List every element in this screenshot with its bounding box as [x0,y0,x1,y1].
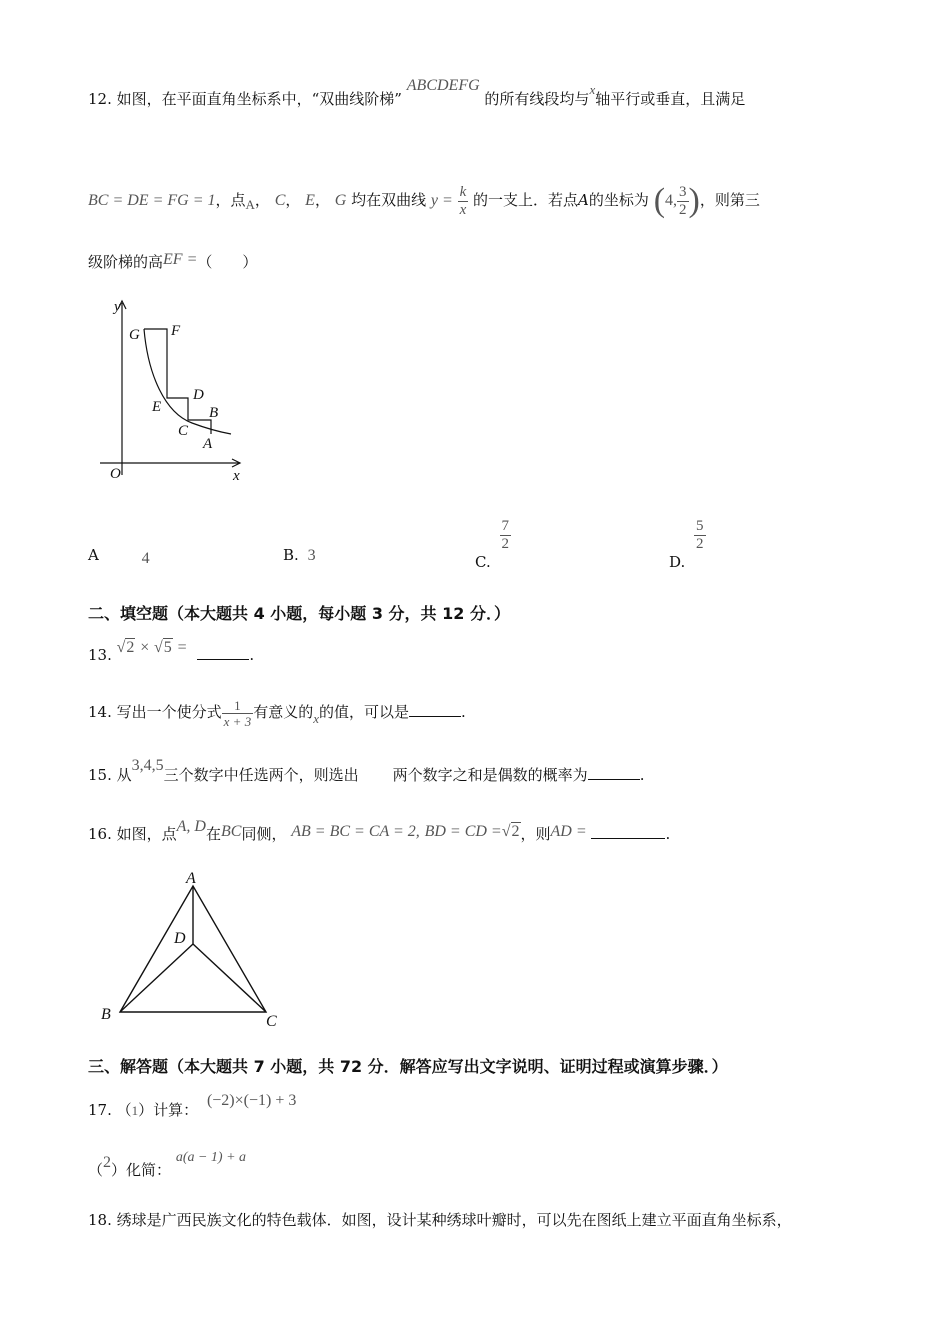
q13-answer-blank[interactable] [197,645,249,660]
q17-paren: （ [116,1101,132,1119]
q14-period: . [461,703,466,721]
q16-math-BC: BC [221,823,242,840]
q14-text: 有意义的 [253,703,314,721]
q15-period: . [639,766,645,784]
option-d-label: D. [669,552,686,571]
q12-math-EF: EF = [163,251,198,268]
label-A: A [203,436,213,452]
q13-rad1: 2 [126,639,135,656]
q12-option-a[interactable] [88,545,150,566]
q13-number: 13. [88,646,112,664]
q12-coord-num: 3 [679,183,687,200]
q12-math-eq: BC = DE = FG = 1 [88,192,216,209]
option-c-den: 2 [501,536,509,552]
q14-text: 写出一个使分式 [116,703,222,721]
q14-fraction [222,698,254,729]
q12-option-d[interactable] [669,518,706,571]
q12-number: 12. [88,90,112,108]
q13-times: × [140,639,150,656]
option-c-label: C. [475,552,491,571]
q12-comma: ， [314,191,330,209]
q16-period: . [665,825,671,843]
q16-text: 在 [205,825,221,843]
option-a-label: A [88,546,99,564]
label-D: D [193,387,204,403]
q12-coord-fraction [677,184,689,219]
q13-line [88,639,255,666]
label-F: F [171,323,181,339]
q18-number: 18. [88,1211,112,1229]
q16-math-eq1: AB = BC = CA = 2, [291,823,420,840]
q12-paren-open: ( [653,182,666,219]
q17-part2-number: 2 [103,1154,112,1171]
label-O: O [110,466,121,482]
label-B: B [101,1006,111,1023]
q16-text: 如图，点 [116,825,177,843]
q13-sqrt-sign: √ [116,639,126,656]
q16-triangle-figure [96,866,286,1030]
q16-math-eq2: BD = CD = [424,823,502,840]
label-x: x [233,468,240,484]
q12-text: ，点 [215,191,246,209]
q17-part1-number: 1 [131,1103,139,1118]
q15-math-nums: 3,4,5 [131,757,164,774]
q16-line [88,818,671,845]
q14-frac-num: 1 [234,697,241,713]
q15-text: 两个数字之和是偶数的概率为 [392,766,588,784]
q13-radicand-1 [125,638,135,658]
q13-period: . [249,646,255,664]
q14-answer-blank[interactable] [409,702,461,717]
q12-frac-den: x [459,201,467,218]
q12-answer-paren: （ ） [197,253,258,271]
q12-math-E: E [305,192,315,209]
q17-part1-text: ）计算： [138,1101,199,1119]
label-C: C [266,1013,277,1030]
segment-cd [193,944,266,1012]
q12-text: 如图，在平面直角坐标系中，“双曲线阶梯” [116,90,402,108]
q12-math-steps: ABCDEFG [406,77,480,94]
q16-rad: 2 [511,823,520,840]
q12-text: 轴平行或垂直，且满足 [595,90,746,108]
q18-line [88,1210,792,1230]
option-d-fraction [694,518,706,553]
q12-math-x: x [589,82,596,97]
label-C: C [178,423,189,439]
option-b-value: 3 [307,547,316,564]
q16-text: 同侧， [241,825,287,843]
q13-radicand-2 [163,638,173,658]
label-A: A [186,870,196,887]
section-3-title: 三、解答题（本大题共 7 小题，共 72 分．解答应写出文字说明、证明过程或演算步骤．） [88,1057,728,1076]
q16-answer-blank[interactable] [591,824,665,839]
q15-line [88,757,645,786]
q14-line [88,692,466,732]
q12-fraction-k-over-x [458,184,469,219]
q16-math-AD2: AD = [550,823,587,840]
option-a-value: 4 [141,550,150,567]
q17-number: 17. [88,1101,112,1119]
q17-part2 [88,1150,246,1190]
q12-figure [90,295,250,490]
q12-option-c[interactable] [475,518,511,571]
q12-text: 均在双曲线 [351,191,427,209]
q14-math-x: x [313,711,319,726]
q13-sqrt-sign-2: √ [154,639,163,656]
q12-math-G: G [334,192,347,209]
option-b-label: B. [283,546,299,564]
q12-line3 [88,252,257,273]
label-E: E [152,399,162,415]
label-G: G [129,327,140,343]
q17-part1 [88,1092,297,1121]
q12-text: 的坐标为 [588,191,649,209]
q17-part2-text: ）化简： [111,1161,172,1179]
q15-answer-blank[interactable] [588,765,640,780]
q12-math-A2: A [578,191,589,209]
q17-expr2: a(a − 1) + a [175,1150,247,1165]
staircase-path [144,329,211,434]
q14-frac-den: x + 3 [223,713,252,729]
q12-line2 [88,180,760,220]
q12-paren-close: ) [688,182,700,219]
q17-expr1: (−2)×(−1) + 3 [206,1092,297,1109]
q12-math-C: C [274,192,286,209]
section-2-title: 二、填空题（本大题共 4 小题，每小题 3 分，共 12 分．） [88,604,510,623]
q16-sqrt-sign: √ [501,823,511,840]
q14-number: 14. [88,703,112,721]
q15-text: 三个数字中任选两个，则选出 [163,766,359,784]
q12-frac-num: k [459,183,467,200]
q15-text: 从 [116,766,132,784]
q17-paren: （ [88,1161,104,1179]
q12-text: 的一支上．若点 [473,191,579,209]
label-y: y [114,299,121,315]
q12-text: 的所有线段均与 [484,90,590,108]
q14-text: 的值，可以是 [319,703,410,721]
q12-comma: ， [254,191,270,209]
q16-number: 16. [88,825,112,843]
q12-coord-x: 4, [665,192,678,209]
q13-rad2: 5 [163,639,172,656]
q12-math-y: y = [430,192,453,209]
label-D: D [174,930,186,947]
option-c-num: 7 [501,518,509,534]
q12-option-b[interactable] [283,545,316,566]
q16-radicand [511,822,521,842]
q13-equals: = [177,639,187,656]
q16-text: ，则 [520,825,551,843]
option-c-fraction [500,518,512,553]
label-B: B [209,405,219,421]
q18-text: 绣球是广西民族文化的特色载体．如图，设计某种绣球叶瓣时，可以先在图纸上建立平面直角坐标系， [116,1211,792,1229]
q12-math-A: A [245,197,255,212]
q12-line1 [88,77,746,110]
q12-text: ，则第三 [699,191,760,209]
q12-coord-den: 2 [679,201,687,218]
segment-bd [120,944,193,1012]
q12-comma: ， [285,191,301,209]
q15-number: 15. [88,766,112,784]
q16-math-AD: A, D [176,818,206,835]
option-d-den: 2 [696,536,704,552]
option-d-num: 5 [696,518,704,534]
q12-text: 级阶梯的高 [88,253,164,271]
